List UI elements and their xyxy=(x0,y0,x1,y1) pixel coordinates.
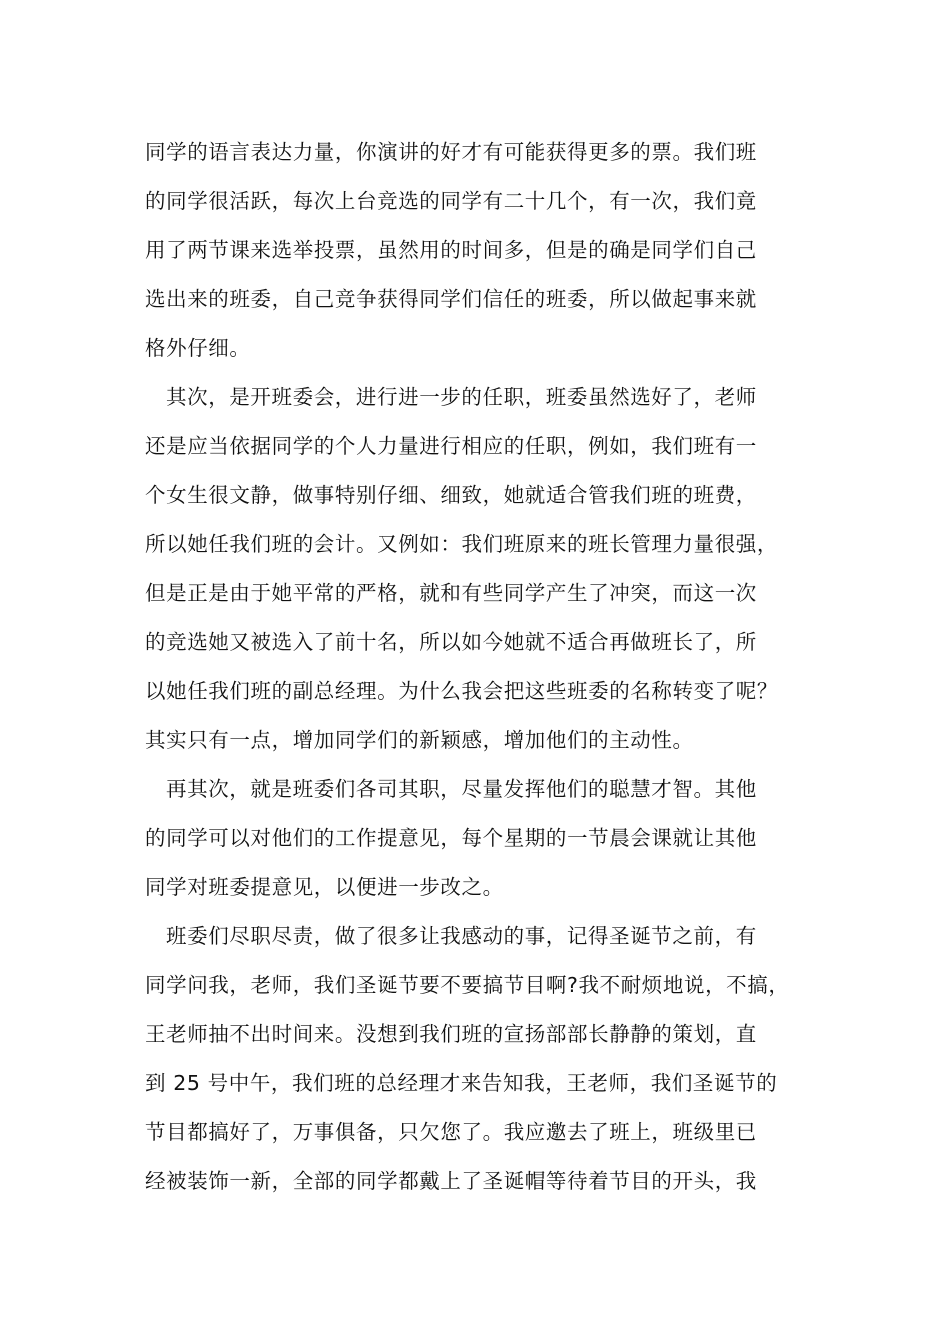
paragraph-first-line: 班委们尽职尽责，做了很多让我感动的事，记得圣诞节之前，有 xyxy=(166,924,757,948)
text-line: 所以她任我们班的会计。又例如：我们班原来的班长管理力量很强， xyxy=(145,532,778,556)
text-line: 的同学可以对他们的工作提意见，每个星期的一节晨会课就让其他 xyxy=(145,826,757,850)
text-line: 还是应当依据同学的个人力量进行相应的任职，例如，我们班有一 xyxy=(145,434,757,458)
text-line: 节目都搞好了，万事俱备，只欠您了。我应邀去了班上，班级里已 xyxy=(145,1120,757,1144)
text-line: 的同学很活跃，每次上台竞选的同学有二十几个，有一次，我们竟 xyxy=(145,189,757,213)
text-line: 用了两节课来选举投票，虽然用的时间多，但是的确是同学们自己 xyxy=(145,238,757,262)
text-line: 选出来的班委，自己竞争获得同学们信任的班委，所以做起事来就 xyxy=(145,287,757,311)
text-line: 到 25 号中午，我们班的总经理才来告知我，王老师，我们圣诞节的 xyxy=(145,1071,778,1095)
text-line: 的竞选她又被选入了前十名，所以如今她就不适合再做班长了，所 xyxy=(145,630,757,654)
text-line: 格外仔细。 xyxy=(145,336,251,360)
text-line: 其实只有一点，增加同学们的新颖感，增加他们的主动性。 xyxy=(145,728,694,752)
text-line: 同学对班委提意见，以便进一步改之。 xyxy=(145,875,504,899)
text-line: 个女生很文静，做事特别仔细、细致，她就适合管我们班的班费， xyxy=(145,483,757,507)
text-line: 同学的语言表达力量，你演讲的好才有可能获得更多的票。我们班 xyxy=(145,140,757,164)
paragraph-first-line: 其次，是开班委会，进行进一步的任职，班委虽然选好了，老师 xyxy=(166,385,757,409)
text-line: 以她任我们班的副总经理。为什么我会把这些班委的名称转变了呢？ xyxy=(145,679,778,703)
text-line: 但是正是由于她平常的严格，就和有些同学产生了冲突，而这一次 xyxy=(145,581,757,605)
text-line: 经被装饰一新，全部的同学都戴上了圣诞帽等待着节目的开头，我 xyxy=(145,1169,757,1193)
text-line: 王老师抽不出时间来。没想到我们班的宣扬部部长静静的策划，直 xyxy=(145,1022,757,1046)
paragraph-first-line: 再其次，就是班委们各司其职，尽量发挥他们的聪慧才智。其他 xyxy=(166,777,757,801)
text-line: 同学问我，老师，我们圣诞节要不要搞节目啊?我不耐烦地说，不搞， xyxy=(145,973,790,997)
